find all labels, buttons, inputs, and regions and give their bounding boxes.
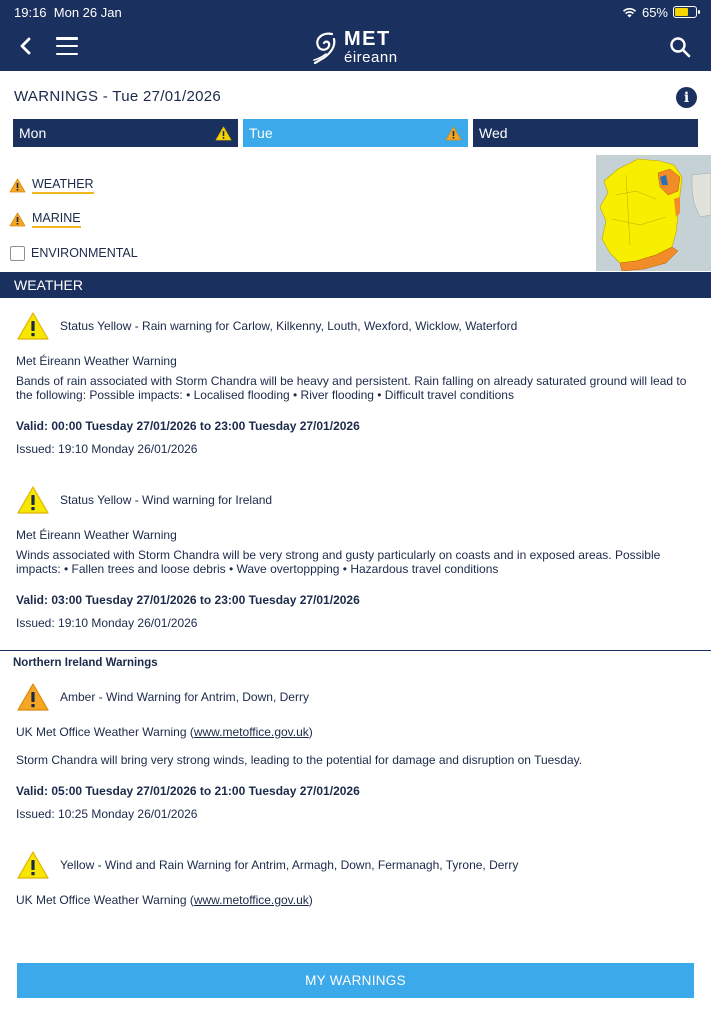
section-header-weather: WEATHER xyxy=(0,272,711,298)
status-time: 19:16 xyxy=(14,4,47,20)
swirl-logo-icon xyxy=(312,30,338,64)
nav-bar xyxy=(0,24,711,71)
warning-item xyxy=(0,669,711,821)
yellow-warning-icon xyxy=(16,311,50,341)
warning-source xyxy=(16,725,695,739)
warning-valid: Valid: 03:00 Tuesday 27/01/2026 to 23:00 Tuesday 27/01/2026 xyxy=(16,593,360,607)
warning-heading xyxy=(16,837,695,893)
warning-description: Storm Chandra will bring very strong winds, leading to the potential for damage and disruption on Tuesday. xyxy=(16,753,583,767)
ni-warnings-title: Northern Ireland Warnings xyxy=(13,657,158,669)
warning-heading xyxy=(16,472,695,528)
hamburger-menu-button[interactable] xyxy=(56,37,78,55)
wifi-icon xyxy=(622,7,637,18)
status-right xyxy=(622,5,697,20)
warning-item xyxy=(0,837,711,907)
category-weather[interactable] xyxy=(9,168,138,202)
warning-title: Amber - Wind Warning for Antrim, Down, Derry xyxy=(60,690,309,704)
warning-issued: Issued: 19:10 Monday 26/01/2026 xyxy=(16,442,198,456)
warning-triangle-icon xyxy=(9,212,26,227)
menu-line xyxy=(56,53,78,56)
battery-icon xyxy=(673,6,697,18)
tab-tue[interactable] xyxy=(243,119,468,147)
battery-fill xyxy=(675,8,688,16)
source-prefix: UK Met Office Weather Warning ( xyxy=(16,893,194,907)
source-suffix: ) xyxy=(308,893,313,907)
warning-description: Winds associated with Storm Chandra will be very strong and gusty particularly on coasts and in exposed areas. Possible impacts: • Fallen trees and loose debris • Wave overtoppping • Hazardous travel conditions xyxy=(16,548,661,576)
logo-text-met: MET xyxy=(344,28,391,50)
tab-label: Mon xyxy=(19,125,47,141)
warning-map-thumbnail[interactable] xyxy=(596,155,711,271)
warning-issued: Issued: 10:25 Monday 26/01/2026 xyxy=(16,807,198,821)
category-label: WEATHER xyxy=(32,177,94,194)
warning-source xyxy=(16,893,695,907)
tab-label: Tue xyxy=(249,125,273,141)
tab-mon[interactable] xyxy=(13,119,238,147)
chevron-left-icon xyxy=(19,37,33,55)
search-button[interactable] xyxy=(669,36,691,58)
warning-source: Met Éireann Weather Warning xyxy=(16,528,177,542)
warning-issued: Issued: 19:10 Monday 26/01/2026 xyxy=(16,616,198,630)
category-environmental[interactable] xyxy=(9,236,138,270)
yellow-warning-icon xyxy=(16,850,50,880)
warning-title: Status Yellow - Rain warning for Carlow, Kilkenny, Louth, Wexford, Wicklow, Waterford xyxy=(60,319,518,333)
tab-wed[interactable] xyxy=(473,119,698,147)
page-title: WARNINGS - Tue 27/01/2026 xyxy=(14,88,222,105)
environmental-checkbox[interactable] xyxy=(10,246,25,261)
category-label: MARINE xyxy=(32,211,81,228)
warnings-list xyxy=(0,298,711,907)
amber-warning-icon xyxy=(16,682,50,712)
warning-valid: Valid: 00:00 Tuesday 27/01/2026 to 23:00 Tuesday 27/01/2026 xyxy=(16,419,360,433)
warning-description: Bands of rain associated with Storm Chandra will be heavy and persistent. Rain falling on already saturated ground will lead to the following: Possible impacts: • Localised flooding • River flooding • Difficult travel conditions xyxy=(16,374,687,402)
top-bar xyxy=(0,0,711,71)
day-tabs xyxy=(13,119,698,147)
warning-item xyxy=(0,472,711,630)
logo-text-eireann: éireann xyxy=(344,49,398,66)
warning-title: Yellow - Wind and Rain Warning for Antrim, Armagh, Down, Fermanagh, Tyrone, Derry xyxy=(60,858,519,872)
category-label: ENVIRONMENTAL xyxy=(31,245,138,260)
back-button[interactable] xyxy=(14,34,38,58)
my-warnings-button[interactable]: MY WARNINGS xyxy=(17,963,694,998)
warning-heading xyxy=(16,669,695,725)
warning-source: Met Éireann Weather Warning xyxy=(16,354,177,368)
menu-line xyxy=(56,45,78,48)
tab-label: Wed xyxy=(479,125,508,141)
battery-percent: 65% xyxy=(641,4,668,20)
search-icon xyxy=(669,36,691,58)
menu-line xyxy=(56,37,78,40)
metoffice-link[interactable]: www.metoffice.gov.uk xyxy=(193,725,309,739)
warning-item xyxy=(0,298,711,456)
warning-triangle-icon xyxy=(215,126,232,141)
warning-triangle-icon xyxy=(9,178,26,193)
met-eireann-logo xyxy=(312,29,398,65)
status-time-date xyxy=(14,5,122,20)
yellow-warning-icon xyxy=(16,485,50,515)
warning-heading xyxy=(16,298,695,354)
metoffice-link[interactable]: www.metoffice.gov.uk xyxy=(193,893,309,907)
category-marine[interactable] xyxy=(9,202,138,236)
status-date: Mon 26 Jan xyxy=(53,4,122,20)
source-prefix: UK Met Office Weather Warning ( xyxy=(16,725,194,739)
status-bar xyxy=(0,0,711,24)
warning-title: Status Yellow - Wind warning for Ireland xyxy=(60,493,273,507)
ireland-map-image xyxy=(596,155,711,271)
warning-categories xyxy=(9,168,138,270)
warning-valid: Valid: 05:00 Tuesday 27/01/2026 to 21:00 Tuesday 27/01/2026 xyxy=(16,784,360,798)
info-icon[interactable]: i xyxy=(676,87,697,108)
source-suffix: ) xyxy=(308,725,313,739)
warning-triangle-icon xyxy=(445,126,462,141)
